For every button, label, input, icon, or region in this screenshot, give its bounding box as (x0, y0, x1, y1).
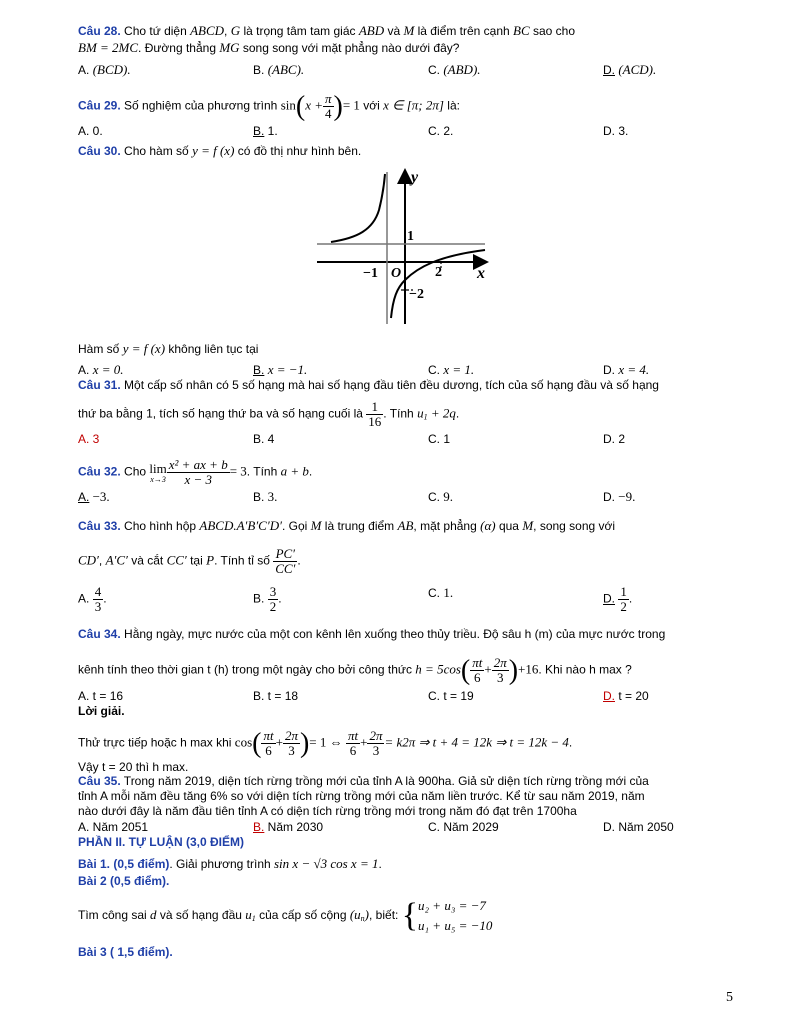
q29-option-b[interactable]: B. 1. (253, 124, 278, 138)
q32-option-b[interactable]: B. 3. (253, 489, 278, 504)
q35-option-c[interactable]: C. Năm 2029 (428, 820, 499, 834)
q29-label: Câu 29. (78, 98, 121, 113)
q35-option-a[interactable]: A. Năm 2051 (78, 820, 149, 834)
curve-left-branch (331, 174, 385, 242)
q28-option-d[interactable]: D. (ACD). (603, 62, 657, 77)
q31-option-c[interactable]: C. 1 (428, 432, 451, 446)
q29-option-a[interactable]: A. 0. (78, 124, 103, 138)
tick-minus1: −1 (363, 266, 378, 281)
q35-line3: nào dưới đây là năm đầu tiên tỉnh A có diện tích rừng trồng mới trong năm đó đạt trên 1700ha (78, 804, 577, 818)
q30-label: Câu 30. (78, 144, 121, 158)
q34-solution-line1: Thử trực tiếp hoặc h max khi cos( $\frac{\pi t}{6}$ + $\frac{2\pi}{3}$ )= 1 ⇔ $\frac{\pi t}{6}$ + $\frac{2\pi}{3}$ = k2π ⇒ t + 4 = 12k ⇒ t = 12k − 4. (78, 728, 573, 759)
q34-option-d[interactable]: D. t = 20 (603, 689, 649, 703)
function-graph (317, 168, 489, 324)
q29-option-d[interactable]: D. 3. (603, 124, 629, 138)
q30-option-c[interactable]: C. x = 1. (428, 362, 475, 377)
q28-line1: Câu 28. Cho tứ diện ABCD, G là trọng tâm tam giác ABD và M là điểm trên cạnh BC sao cho (78, 23, 576, 38)
q28-option-c[interactable]: C. (ABD). (428, 62, 481, 77)
q28-option-a[interactable]: A. (BCD). (78, 62, 131, 77)
q35-option-b[interactable]: B. Năm 2030 (253, 820, 324, 834)
q31-option-a[interactable]: A. 3 (78, 432, 100, 446)
bai1-line: Bài 1. (0,5 điểm). Giải phương trình sin x − √3 cos x = 1. (78, 856, 382, 871)
q31-option-b[interactable]: B. 4 (253, 432, 275, 446)
tick-2: 2 (435, 265, 442, 280)
q34-label: Câu 34. (78, 627, 121, 641)
q30-option-a[interactable]: A. x = 0. (78, 362, 124, 377)
q33-line2: CD′, A′C′ và cắt CC′ tại P. Tính tỉ số $\frac{PC'}{CC'}$ . (78, 546, 301, 576)
q29-line: Câu 29. Số nghiệm của phương trình sin(x + $\frac{\pi}{4}$ )= 1 với x ∈ [π; 2π] là: (78, 91, 460, 122)
q34-line2: kênh tính theo thời gian t (h) trong một ngày cho bởi công thức h = 5cos( $\frac{\pi t}{6}$ + $\frac{2\pi}{3}$ )+16. Khi nào h max ? (78, 655, 632, 686)
q28-line2: BM = 2MC. Đường thẳng MG song song với mặt phẳng nào dưới đây? (78, 40, 460, 55)
tick-origin: O (391, 266, 402, 281)
q30-line: Câu 30. Cho hàm số y = f (x) có đồ thị như hình bên. (78, 143, 362, 158)
page-number: 5 (726, 990, 733, 1005)
bai2-title: Bài 2 (0,5 điểm). (78, 874, 170, 888)
tick-minus2: −2 (409, 287, 424, 302)
q31-line2: thứ ba bằng 1, tích số hạng thứ ba và số hạng cuối là $\frac{1}{16}$ . Tính $u_1 + 2q$. (78, 399, 460, 429)
q35-option-d[interactable]: D. Năm 2050 (603, 820, 674, 834)
q31-line1: Câu 31. Một cấp số nhân có 5 số hạng mà hai số hạng đầu tiên đều dương, tích của số hạng đầu và số hạng (78, 378, 659, 392)
q30-question: Hàm số y = f (x) không liên tục tại (78, 341, 259, 356)
q35-line2: tỉnh A mỗi năm đều tăng 6% so với diện tích rừng trồng mới của năm liền trước. Kể từ sau năm 2019, năm (78, 789, 645, 803)
q33-option-d[interactable]: D. $\frac{1}{2}$ . (603, 584, 633, 614)
q32-label: Câu 32. (78, 464, 121, 479)
q35-line1: Câu 35. Trong năm 2019, diện tích rừng trồng mới của tỉnh A là 900ha. Giả sử diện tích rừng trồng mới của (78, 774, 649, 788)
bai3-title: Bài 3 ( 1,5 điểm). (78, 945, 173, 959)
q28-label: Câu 28. (78, 24, 121, 38)
q33-option-a[interactable]: A. $\frac{4}{3}$ . (78, 584, 107, 614)
q33-option-c[interactable]: C. 1. (428, 585, 454, 600)
q31-label: Câu 31. (78, 378, 121, 392)
q33-option-b[interactable]: B. $\frac{3}{2}$ . (253, 584, 282, 614)
q34-solution-line2: Vậy t = 20 thì h max. (78, 760, 189, 774)
q33-line1: Câu 33. Cho hình hộp ABCD.A′B′C′D′. Gọi M là trung điểm AB, mặt phẳng (α) qua M, song song với (78, 518, 616, 533)
q31-option-d[interactable]: D. 2 (603, 432, 626, 446)
q34-line1: Câu 34. Hằng ngày, mực nước của một con kênh lên xuống theo thủy triều. Độ sâu h (m) của mực nước trong (78, 627, 666, 641)
q35-label: Câu 35. (78, 774, 121, 788)
q34-option-c[interactable]: C. t = 19 (428, 689, 474, 703)
q30-option-d[interactable]: D. x = 4. (603, 362, 650, 377)
part2-title: PHẦN II. TỰ LUẬN (3,0 ĐIỂM) (78, 835, 244, 849)
q29-option-c[interactable]: C. 2. (428, 124, 454, 138)
q34-solution-title: Lời giải. (78, 704, 125, 718)
q34-option-b[interactable]: B. t = 18 (253, 689, 299, 703)
q32-option-a[interactable]: A. −3. (78, 489, 110, 504)
q34-option-a[interactable]: A. t = 16 (78, 689, 124, 703)
y-label: y (411, 169, 419, 186)
q33-label: Câu 33. (78, 519, 121, 533)
q32-option-d[interactable]: D. −9. (603, 489, 636, 504)
q30-option-b[interactable]: B. x = −1. (253, 362, 308, 377)
q28-option-b[interactable]: B. (ABC). (253, 62, 305, 77)
bai2-line: Tìm công sai d và số hạng đầu $u_1$ của cấp số cộng $(u_n)$, biết: { u₂ + u₃ = −7 u₁ + u₅ = −10 (78, 896, 493, 934)
q32-option-c[interactable]: C. 9. (428, 489, 453, 504)
q32-line: Câu 32. Cho lim x→3 $\frac{\text{x² + ax + b}}{x - 3}$ = 3. Tính a + b. (78, 457, 313, 487)
x-label: x (477, 265, 485, 282)
tick-1: 1 (407, 229, 414, 244)
